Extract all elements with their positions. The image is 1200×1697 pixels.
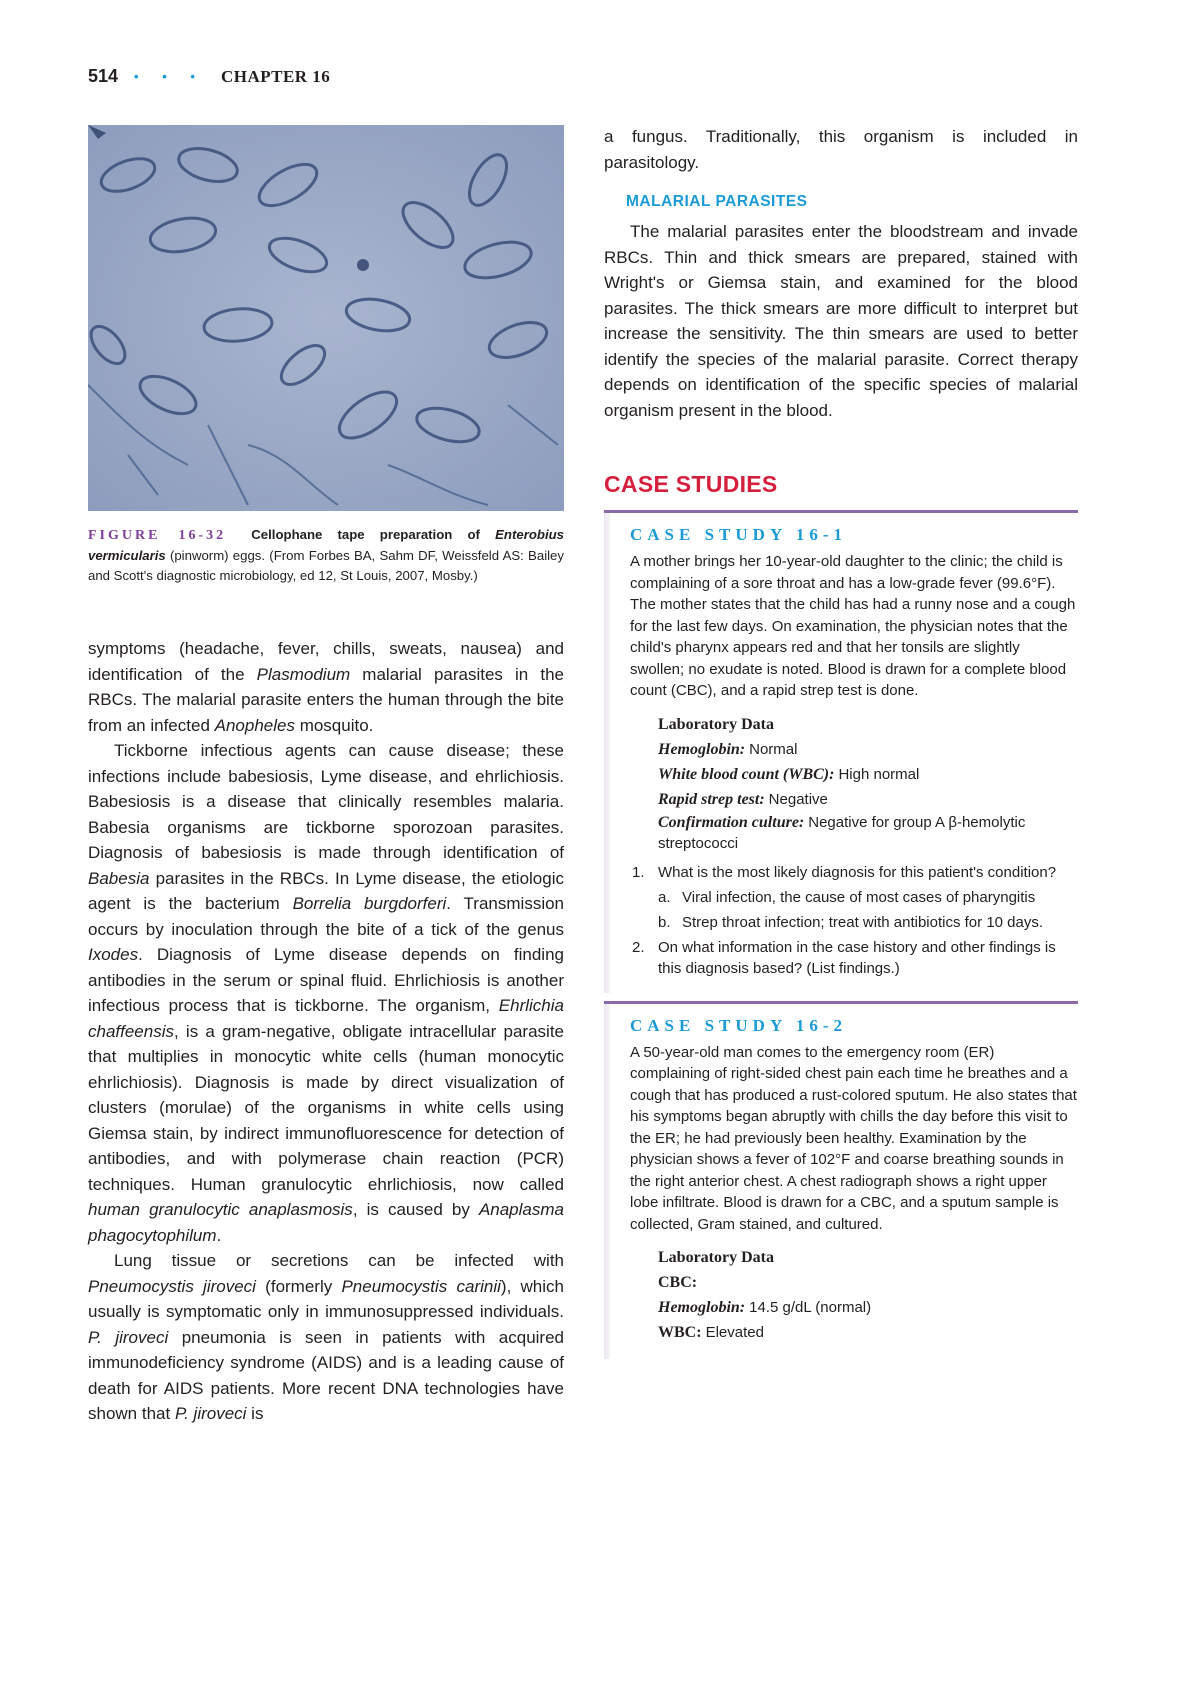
body-paragraph: symptoms (headache, fever, chills, sweats, nausea) and identification of the Plasmodium malarial parasites in the RBCs. The malarial parasite enters the human through the bite from an infected Anopheles mosquito. [88,639,565,735]
case-study-title: CASE STUDY 16-2 [630,1015,848,1035]
figure-label: FIGURE 16-32 [88,528,227,543]
case-study-box [604,1001,1078,1360]
lab-row: Hemoglobin: Normal [658,740,798,758]
lab-data [658,1245,1078,1345]
answer-option: b. Strep throat infection; treat with antibiotics for 10 days. [658,913,1044,931]
right-column [604,124,1078,1359]
pinworm-eggs-micrograph [88,125,564,511]
lab-title: Laboratory Data [658,715,774,733]
figure-source: (From Forbes BA, Sahm DF, Weissfeld AS: Bailey and Scott's diagnostic microbiology, ed 12, St Louis, 2007, Mosby.) [88,548,564,583]
lab-cbc-label: CBC: [658,1274,698,1291]
left-column [88,125,564,1427]
header-dots: • • • [134,69,205,84]
body-paragraph: a fungus. Traditionally, this organism is included in parasitology. [604,127,1078,172]
case-study-title: CASE STUDY 16-1 [630,525,848,544]
lab-row: White blood count (WBC): High normal [658,765,920,783]
lab-row: Rapid strep test: Negative [658,790,828,808]
malaria-heading: MALARIAL PARASITES [626,193,808,210]
lab-title: Laboratory Data [658,1249,774,1266]
question-list [630,862,1078,979]
page-number: 514 [88,66,119,86]
answer-options [658,887,1078,933]
page-header [88,66,330,87]
lab-row: Confirmation culture: Negative for group A β-hemolytic streptococci [658,813,1026,852]
lab-row: WBC: Elevated [658,1324,764,1341]
case-description: A mother brings her 10-year-old daughter to the clinic; the child is complaining of a sore throat and has a low-grade fever (99.6°F). The mother states that the child has had a runny nose and a cough for the last few days. On examination, the physician notes that the child's pharynx appears red and that her tonsils are slightly swollen; no exudate is noted. Blood is drawn for a complete blood count (CBC), and a rapid strep test is done. [630,553,1076,699]
answer-option: a. Viral infection, the cause of most cases of pharyngitis [658,888,1036,906]
question-item: 2. On what information in the case history and other findings is this diagnosis based? (List findings.) [632,938,1056,977]
question-item: 1. What is the most likely diagnosis for this patient's condition? a. Viral infection, the cause of most cases of pharyngitis b. Strep throat infection; treat with antibiotics for 10 days. [630,862,1078,933]
case-studies-heading: CASE STUDIES [604,471,778,497]
body-paragraph: The malarial parasites enter the bloodstream and invade RBCs. Thin and thick smears are prepared, stained with Wright's or Giemsa stain, and examined for the blood parasites. The thick smears are more difficult to interpret but increase the sensitivity. The thin smears are used to better identify the species of the malarial parasite. Correct therapy depends on identification of the specific species of malarial organism present in the blood. [604,222,1078,420]
case-description: A 50-year-old man comes to the emergency room (ER) complaining of right-sided chest pain each time he breathes and a cough that has produced a rust-colored sputum. He also states that his symptoms began abruptly with chills the day before this visit to the ER; he had previously been healthy. Examination by the physician shows a fever of 102°F and coarse breathing sounds in the right anterior chest. A chest radiograph shows a right upper lobe infiltrate. Blood is drawn for a CBC, and a sputum sample is collected, Gram stained, and cultured. [630,1043,1077,1233]
body-paragraph: Tickborne infectious agents can cause disease; these infections include babesiosis, Lyme disease, and ehrlichiosis. Babesiosis is a disease that clinically resembles malaria. Babesia organisms are tickborne sporozoan parasites. Diagnosis of babesiosis is made through identification of Babesia parasites in the RBCs. In Lyme disease, the etiologic agent is the bacterium Borrelia burgdorferi. Transmission occurs by inoculation through the bite of a tick of the genus Ixodes. Diagnosis of Lyme disease depends on finding antibodies in the serum or spinal fluid. Ehrlichiosis is another infectious process that is tickborne. The organism, Ehrlichia chaffeensis, is a gram-negative, obligate intracellular parasite that multiplies in monocytic white cells (human monocytic ehrlichiosis). Diagnosis is made by direct visualization of clusters (morulae) of the organisms in white cells using Giemsa stain, by indirect immunofluorescence for detection of antibodies, and with polymerase chain reaction (PCR) techniques. Human granulocytic ehrlichiosis, now called human granulocytic anaplasmosis, is caused by Anaplasma phagocytophilum. [88,741,565,1245]
figure-title-prefix: Cellophane tape preparation of [251,527,480,542]
figure-caption [88,525,564,586]
case-study-box [604,510,1078,993]
body-paragraph: Lung tissue or secretions can be infected with Pneumocystis jiroveci (formerly Pneumocystis carinii), which usually is symptomatic only in immunosuppressed individuals. P. jiroveci pneumonia is seen in patients with acquired immunodeficiency syndrome (AIDS) and is a leading cause of death for AIDS patients. More recent DNA technologies have shown that P. jiroveci is [88,1251,564,1423]
chapter-title: CHAPTER 16 [220,66,331,86]
figure-title-suffix: (pinworm) eggs. [169,548,266,563]
lab-data [658,712,1078,854]
lab-row: Hemoglobin: 14.5 g/dL (normal) [658,1299,872,1316]
figure-title-species: Enterobius vermicularis [88,527,564,563]
